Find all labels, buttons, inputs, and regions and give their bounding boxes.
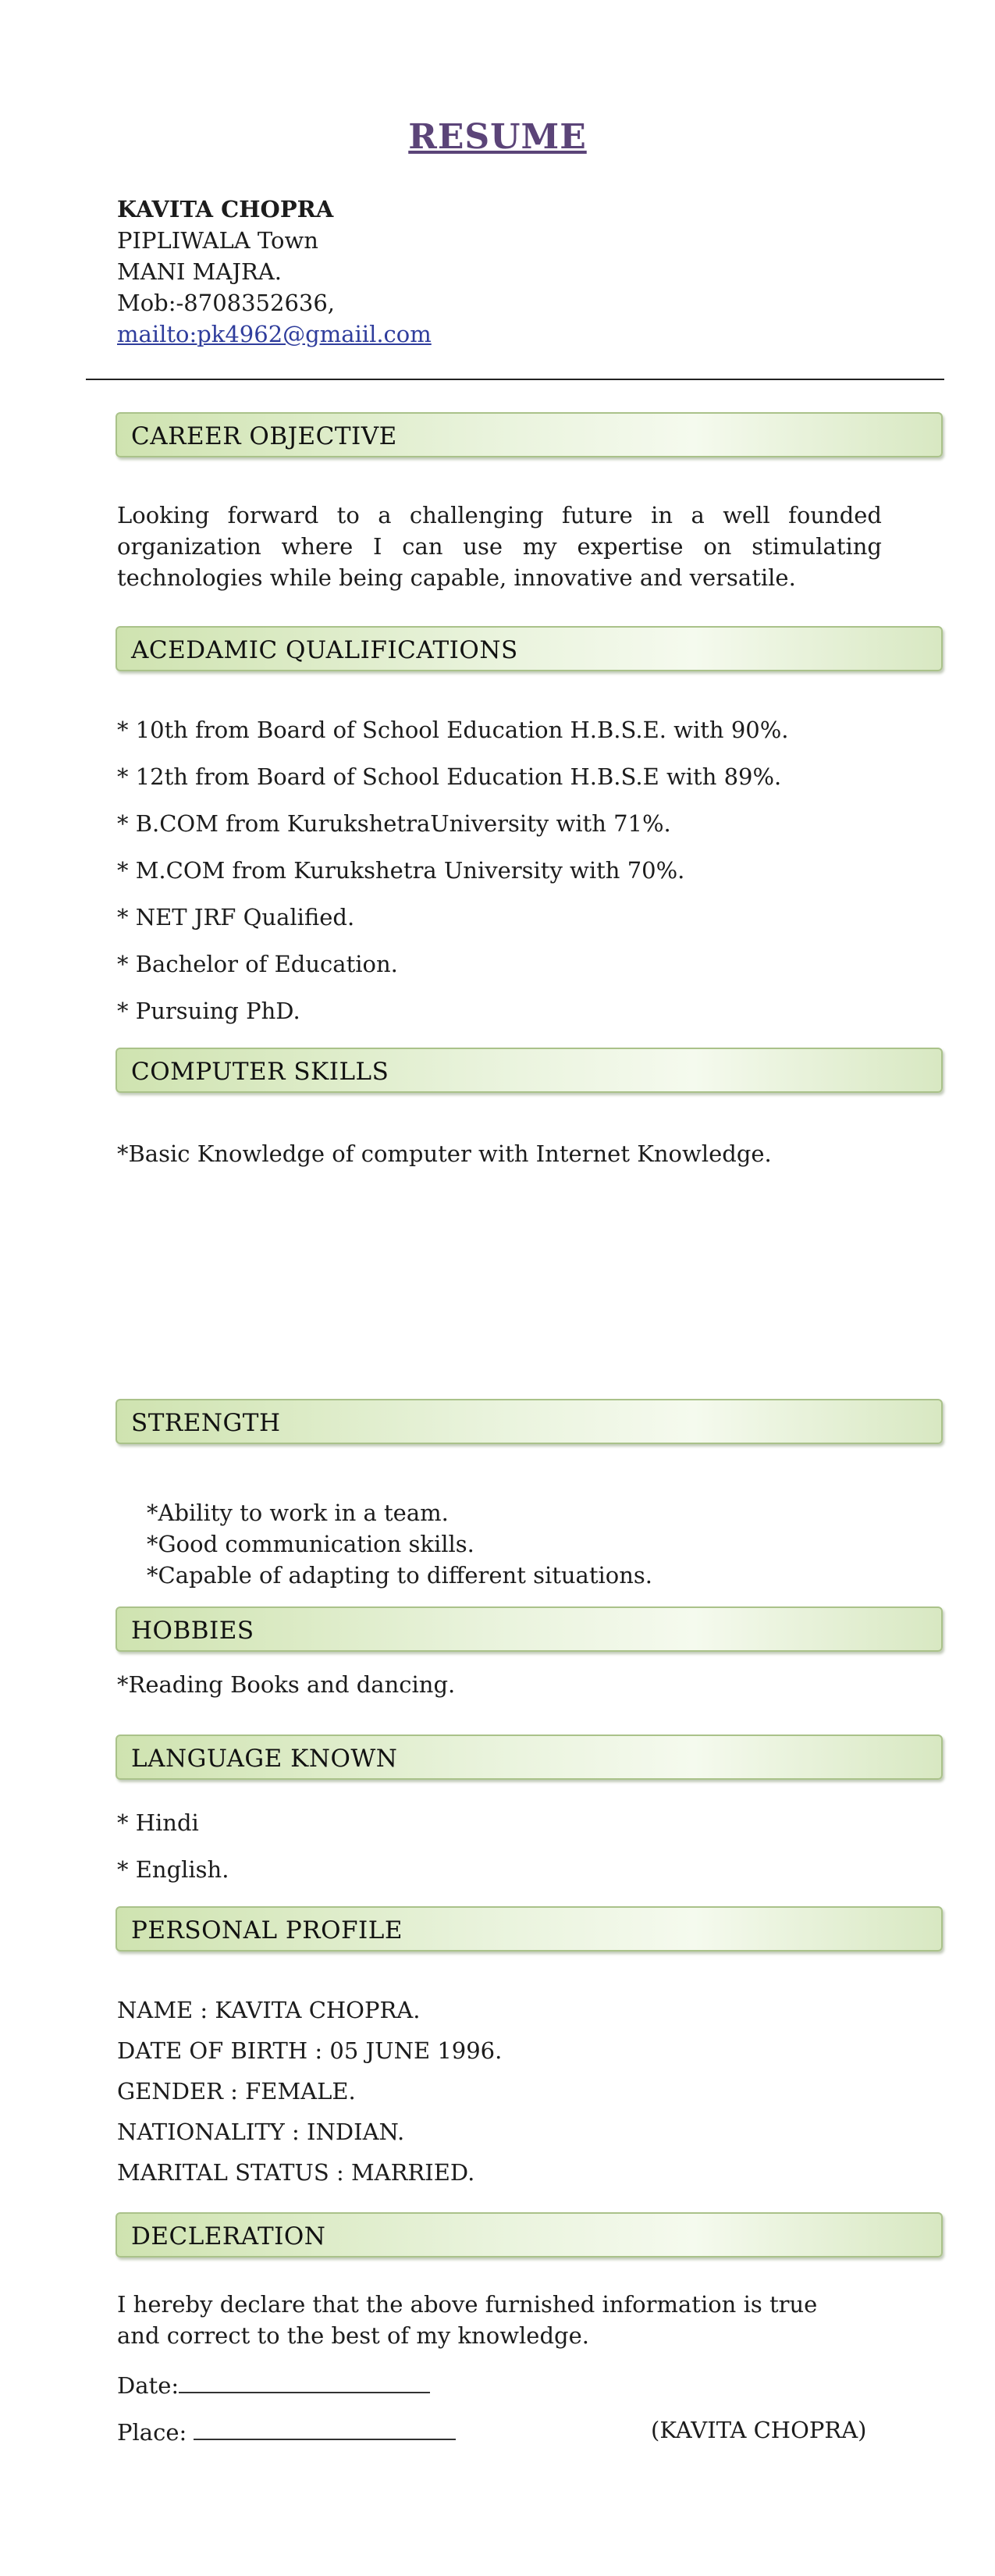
- section-bar-academic: [115, 626, 943, 671]
- academic-item: * 12th from Board of School Education H.B.S.E with 89%.: [117, 763, 782, 790]
- section-bar-declaration: [115, 2212, 943, 2258]
- academic-item: * Pursuing PhD.: [117, 998, 300, 1024]
- hobbies-text: *Reading Books and dancing.: [117, 1671, 456, 1698]
- section-title-languages: LANGUAGE KNOWN: [131, 1745, 398, 1773]
- header-divider: [86, 379, 944, 380]
- profile-item: NATIONALITY : INDIAN.: [117, 2119, 405, 2145]
- section-title-hobbies: HOBBIES: [131, 1617, 254, 1645]
- strength-item: *Capable of adapting to different situations.: [147, 1562, 653, 1589]
- place-blank: [194, 2417, 456, 2440]
- section-bar-strength: [115, 1399, 943, 1444]
- language-item: * English.: [117, 1856, 229, 1883]
- profile-item: NAME : KAVITA CHOPRA.: [117, 1997, 421, 2023]
- academic-item: * B.COM from KurukshetraUniversity with 71%.: [117, 810, 671, 837]
- section-title-academic: ACEDAMIC QUALIFICATIONS: [131, 636, 518, 664]
- academic-item: * M.COM from Kurukshetra University with 70%.: [117, 857, 685, 884]
- language-item: * Hindi: [117, 1809, 199, 1836]
- date-label: Date:: [117, 2372, 179, 2399]
- signature-name: (KAVITA CHOPRA): [651, 2417, 867, 2443]
- section-bar-languages: [115, 1735, 943, 1780]
- career-objective-text: Looking forward to a challenging future in a well founded organization where I can use my expertise on stimulating technologies while being capable, innovative and versatile.: [117, 502, 882, 591]
- date-blank: [179, 2370, 430, 2393]
- contact-block: [117, 194, 432, 350]
- academic-item: * NET JRF Qualified.: [117, 904, 355, 930]
- section-bar-computer-skills: [115, 1048, 943, 1093]
- profile-item: GENDER : FEMALE.: [117, 2078, 356, 2105]
- candidate-name: KAVITA CHOPRA: [117, 196, 334, 222]
- mobile-number: Mob:-8708352636,: [117, 290, 336, 316]
- section-title-strength: STRENGTH: [131, 1409, 281, 1437]
- section-bar-personal-profile: [115, 1906, 943, 1952]
- email-link[interactable]: mailto:pk4962@gmaiil.com: [117, 321, 432, 347]
- section-bar-career-objective: [115, 412, 943, 457]
- place-line: [117, 2417, 456, 2446]
- section-bar-hobbies: [115, 1606, 943, 1652]
- section-title-personal-profile: PERSONAL PROFILE: [131, 1916, 403, 1944]
- profile-item: DATE OF BIRTH : 05 JUNE 1996.: [117, 2037, 503, 2064]
- section-title-computer-skills: COMPUTER SKILLS: [131, 1058, 389, 1086]
- strength-item: *Good communication skills.: [147, 1531, 474, 1557]
- section-title-career-objective: CAREER OBJECTIVE: [131, 422, 397, 450]
- strength-item: *Ability to work in a team.: [147, 1500, 449, 1526]
- academic-item: * 10th from Board of School Education H.B.S.E. with 90%.: [117, 717, 789, 743]
- strength-list: [147, 1497, 652, 1591]
- date-line: [117, 2370, 430, 2399]
- profile-item: MARITAL STATUS : MARRIED.: [117, 2159, 475, 2186]
- section-title-declaration: DECLERATION: [131, 2222, 326, 2250]
- place-label: Place:: [117, 2419, 187, 2446]
- address-line-1: PIPLIWALA Town: [117, 227, 318, 254]
- resume-title: RESUME: [408, 117, 587, 157]
- declaration-text: I hereby declare that the above furnished information is true and correct to the best of my knowledge.: [117, 2291, 818, 2349]
- computer-skills-text: *Basic Knowledge of computer with Internet Knowledge.: [117, 1140, 772, 1167]
- academic-item: * Bachelor of Education.: [117, 951, 398, 977]
- address-line-2: MANI MAJRA.: [117, 258, 282, 285]
